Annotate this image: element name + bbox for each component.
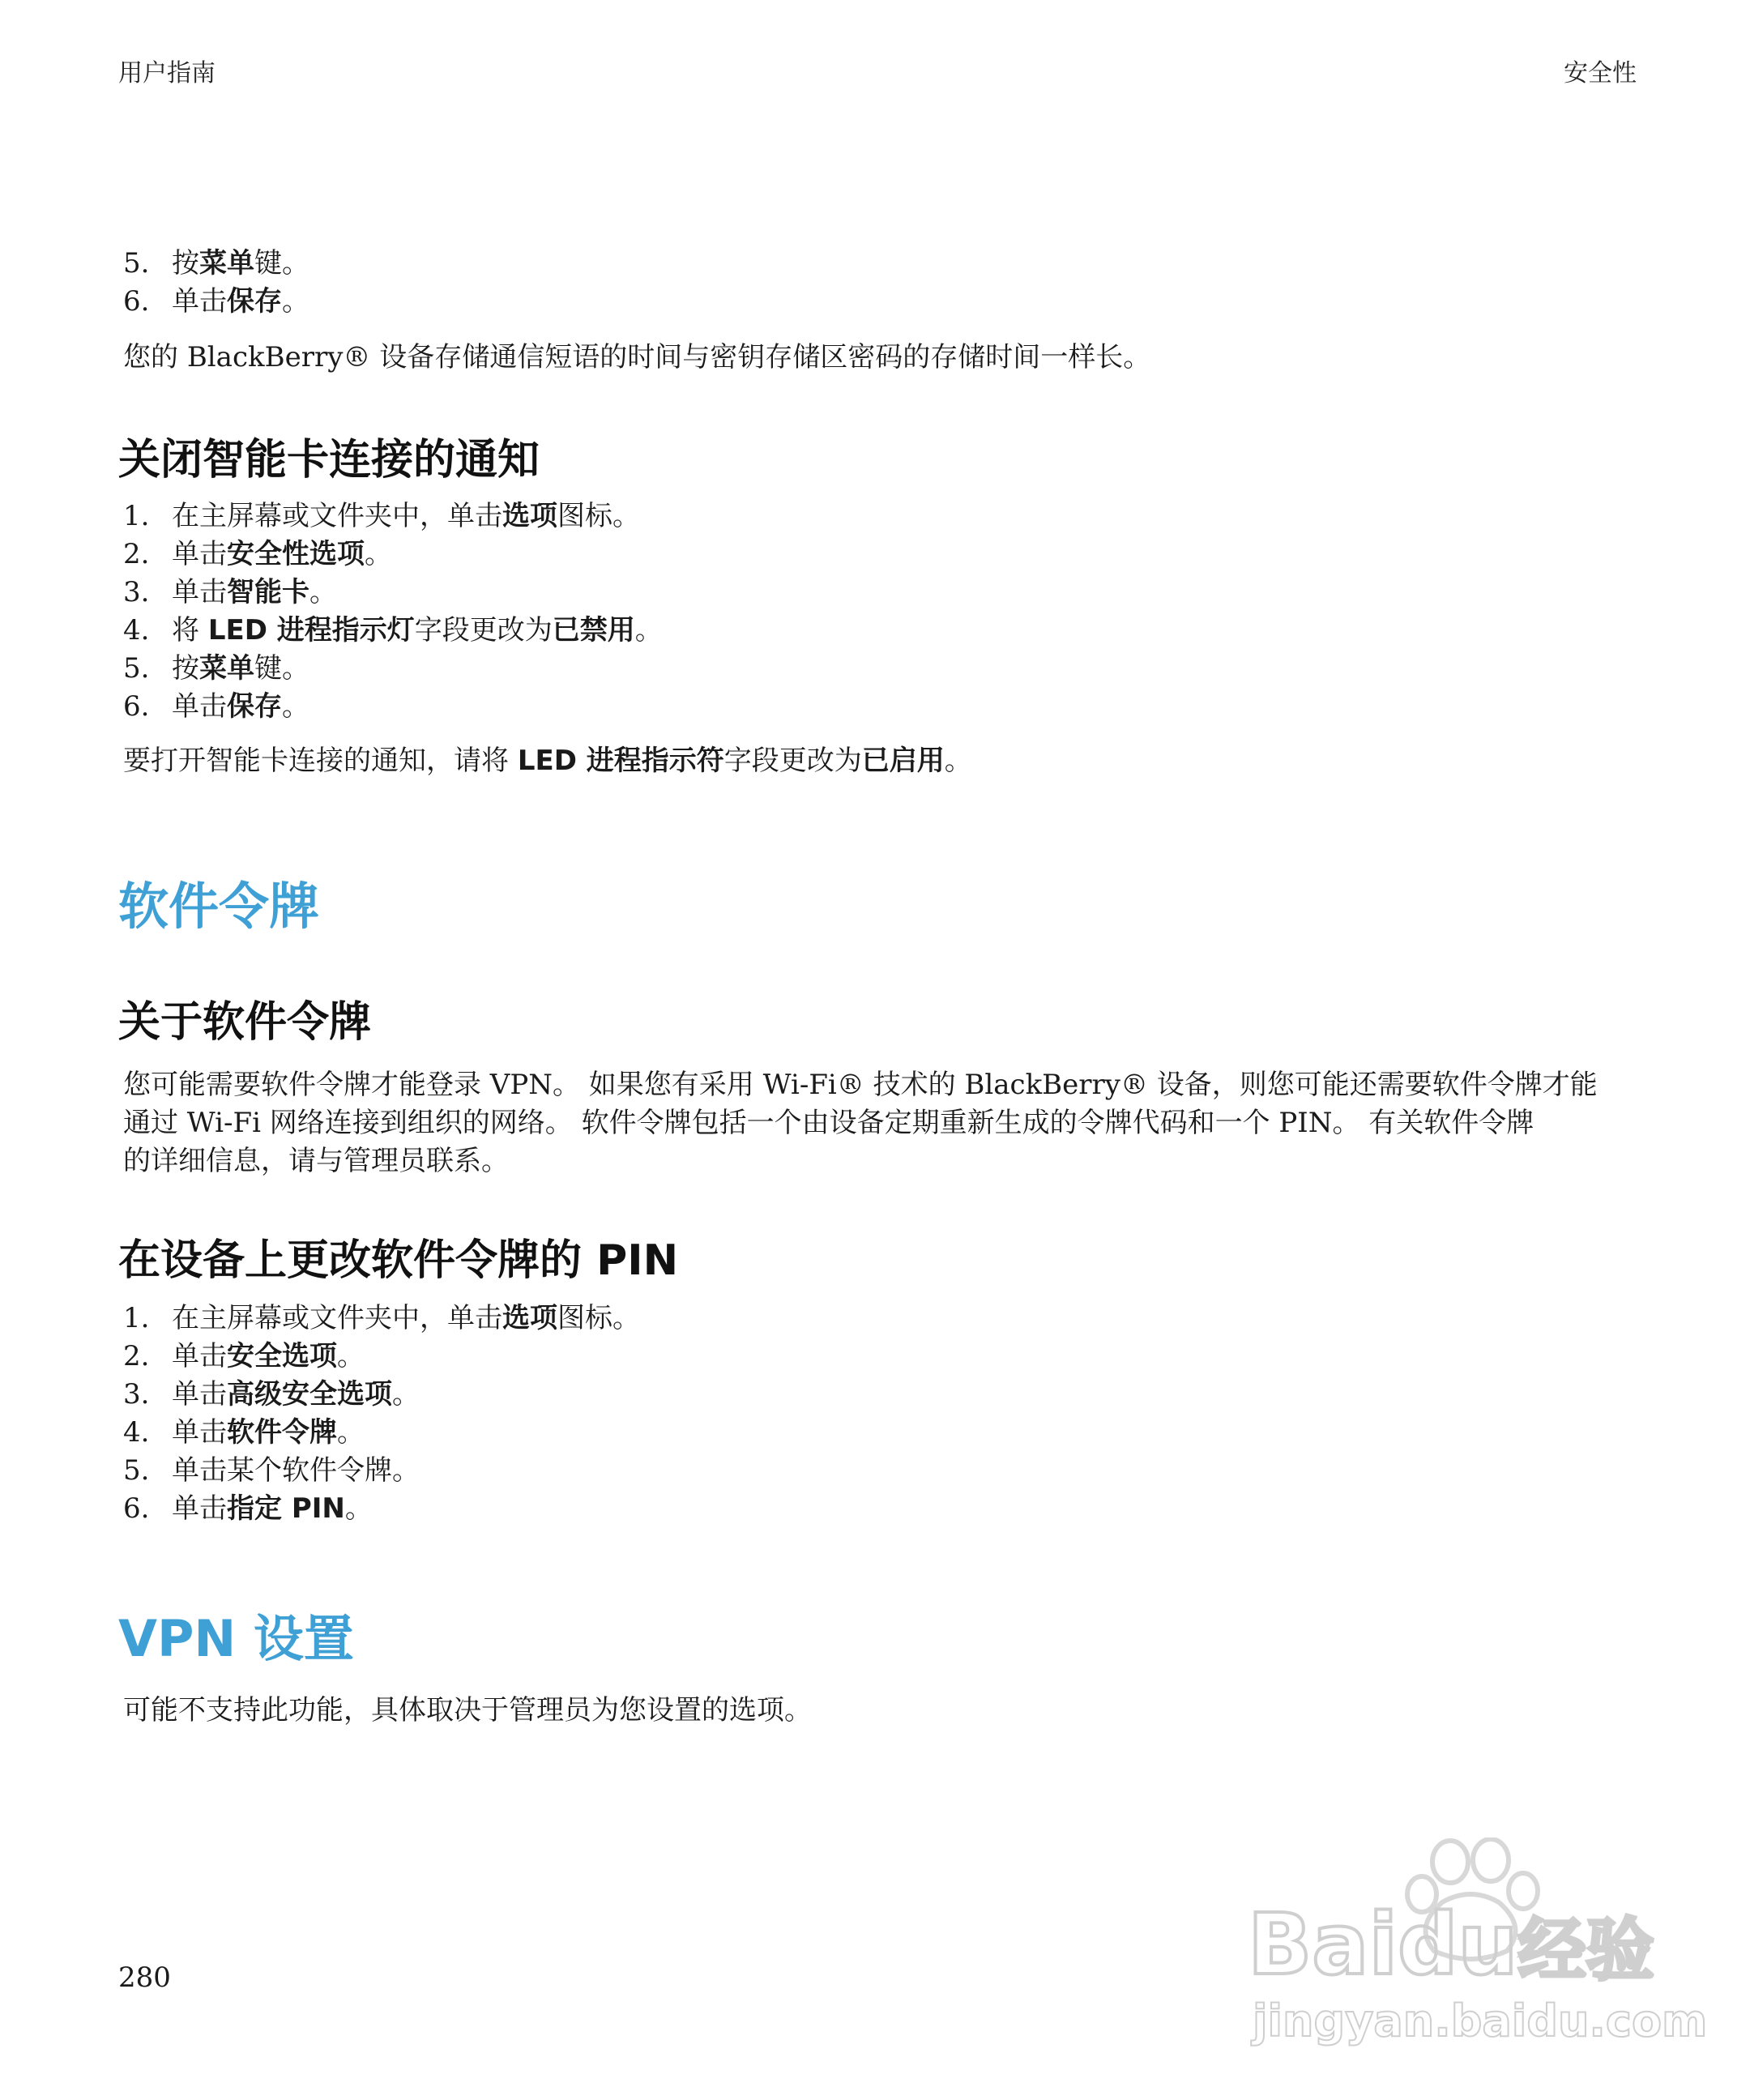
list-item: 4. 将 LED 进程指示灯字段更改为已禁用。: [123, 612, 663, 650]
list-item: 6. 单击指定 PIN。: [123, 1490, 640, 1528]
ui-term: 选项: [502, 500, 557, 532]
section-heading-change-pin: 在设备上更改软件令牌的 PIN: [118, 1236, 679, 1285]
list-item: 2. 单击安全选项。: [123, 1338, 640, 1376]
ui-term: 指定 PIN: [227, 1492, 345, 1525]
running-header-left: 用户指南: [118, 59, 216, 88]
step-number: 6.: [123, 1492, 150, 1525]
list-item: 5. 按菜单键。: [123, 650, 663, 688]
step-number: 1.: [123, 500, 150, 532]
step-number: 3.: [123, 576, 150, 608]
ui-term: 安全选项: [227, 1340, 337, 1372]
page-number: 280: [118, 1961, 171, 1994]
smartcard-steps-list: [123, 497, 663, 726]
about-token-paragraph: [123, 1066, 1646, 1180]
ui-term: LED 进程指示符: [517, 745, 724, 777]
paragraph-line: 的详细信息，请与管理员联系。: [123, 1145, 509, 1177]
step-number: 4.: [123, 1416, 150, 1449]
step-number: 4.: [123, 614, 150, 647]
list-item: 4. 单击软件令牌。: [123, 1414, 640, 1452]
list-item: 1. 在主屏幕或文件夹中，单击选项图标。: [123, 497, 663, 536]
watermark-logo: [1248, 1838, 1708, 2081]
step-number: 2.: [123, 1340, 150, 1372]
watermark-url: jingyan.baidu.com: [1253, 1995, 1708, 2047]
list-item: 3. 单击高级安全选项。: [123, 1376, 640, 1414]
ui-term: 智能卡: [227, 576, 309, 608]
ui-term: 已禁用: [552, 614, 635, 647]
step-number: 5.: [123, 247, 150, 280]
step-number: 6.: [123, 285, 150, 318]
list-item: 3. 单击智能卡。: [123, 574, 663, 612]
list-item: 2. 单击安全性选项。: [123, 536, 663, 574]
chapter-heading-software-token: 软件令牌: [118, 877, 320, 936]
smartcard-note: 要打开智能卡连接的通知，请将 LED 进程指示符字段更改为已启用。: [123, 745, 972, 777]
list-item: 1. 在主屏幕或文件夹中，单击选项图标。: [123, 1300, 640, 1338]
ui-term: 高级安全选项: [227, 1378, 392, 1411]
step-number: 2.: [123, 538, 150, 570]
list-item: 6. 单击保存。: [123, 688, 663, 726]
ui-term: 保存: [227, 285, 282, 318]
list-item: 6. 单击保存。: [123, 283, 309, 321]
ui-term: 软件令牌: [227, 1416, 337, 1449]
step-number: 5.: [123, 1454, 150, 1487]
paragraph-line: 通过 Wi-Fi 网络连接到组织的网络。 软件令牌包括一个由设备定期重新生成的令牌代码和一个 PIN。 有关软件令牌: [123, 1107, 1534, 1139]
ui-term: LED 进程指示灯: [207, 614, 415, 647]
list-item: 5. 单击某个软件令牌。: [123, 1452, 640, 1490]
list-item: 5. 按菜单键。: [123, 245, 309, 283]
step-number: 3.: [123, 1378, 150, 1411]
top-steps-list: [123, 245, 309, 321]
top-note: 您的 BlackBerry® 设备存储通信短语的时间与密钥存储区密码的存储时间一样长。: [123, 341, 1151, 373]
running-header-right: 安全性: [1564, 59, 1637, 88]
pin-steps-list: [123, 1300, 640, 1528]
step-number: 6.: [123, 690, 150, 723]
step-number: 5.: [123, 652, 150, 685]
section-heading-smartcard: 关闭智能卡连接的通知: [118, 436, 540, 484]
brand-name: BlackBerry®: [186, 341, 371, 373]
ui-term: 安全性选项: [227, 538, 365, 570]
ui-term: 保存: [227, 690, 282, 723]
section-heading-about-token: 关于软件令牌: [118, 998, 372, 1047]
vpn-note: 可能不支持此功能，具体取决于管理员为您设置的选项。: [123, 1694, 812, 1727]
watermark-brand: Baidu经验: [1248, 1895, 1654, 1994]
ui-term: 菜单: [199, 247, 254, 280]
ui-term: 选项: [502, 1302, 557, 1334]
chapter-heading-vpn-settings: VPN 设置: [118, 1609, 354, 1668]
ui-term: 菜单: [199, 652, 254, 685]
ui-term: 已启用: [861, 745, 945, 777]
paragraph-line: 您可能需要软件令牌才能登录 VPN。 如果您有采用 Wi-Fi® 技术的 BlackBerry® 设备，则您可能还需要软件令牌才能: [123, 1069, 1598, 1101]
step-number: 1.: [123, 1302, 150, 1334]
